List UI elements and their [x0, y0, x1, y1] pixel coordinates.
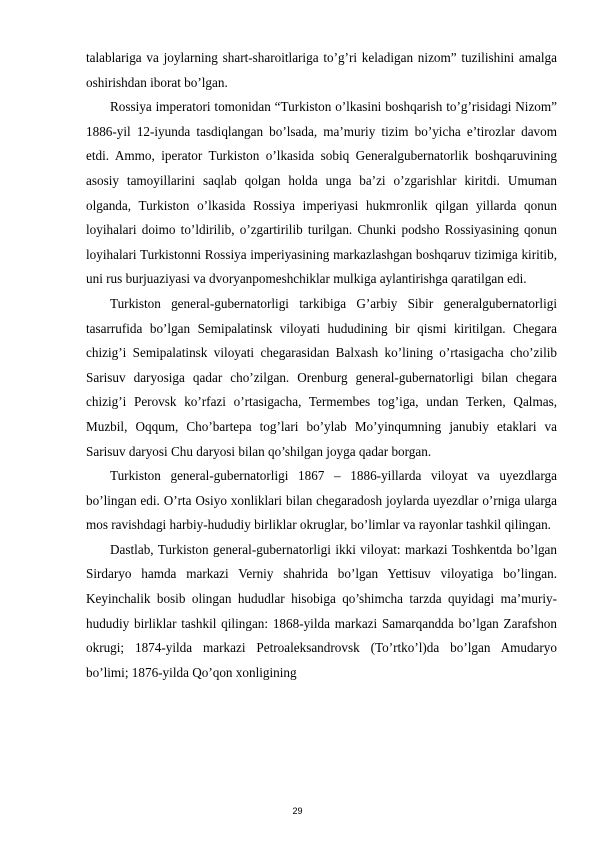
paragraph-nizom: Rossiya imperatori tomonidan “Turkiston o’lkasini boshqarish to’g’risidagi Nizom” 1886-yil 12-iyunda tasdiqlangan bo’lsada, ma’muriy tizim bo’yicha e’tirozlar davom etdi. Ammo, iperator Turkiston o’lkasida sobiq Generalgubernatorlik boshqaruvining asosiy tamoyillarini saqlab qolgan holda unga ba’zi o’zgarishlar kiritdi. Umuman olganda, Turkiston o’lkasida Rossiya imperiyasi hukmronlik qilgan yillarda qonun loyihalari doimo to’ldirilib, o’zgartirilib turilgan. Chunki podsho Rossiyasining qonun loyihalari Turkistonni Rossiya imperiyasining markazlashgan boshqaruv tizimiga kiritib, uni rus burjuaziyasi va dvoryanpomeshchiklar mulkiga aylantirishga qaratilgan edi.	[86, 99, 557, 287]
paragraph-regions: Dastlab, Turkiston general-gubernatorligi ikki viloyat: markazi Toshkentda bo’lgan Sirdaryo hamda markazi Verniy shahrida bo’lgan Yettisuv viloyatiga bo’lingan. Keyinchalik bosib olingan hududlar hisobiga qo’shimcha tarzda quyidagi ma’muriy-hududiy birliklar tashkil qilingan: 1868-yilda markazi Samarqandda bo’lgan Zarafshon okrugi; 1874-yilda markazi Petroaleksandrovsk (To’rtko’l)da bo’lgan Amudaryo bo’limi; 1876-yilda Qo’qon xonligining	[86, 541, 557, 680]
paragraph-division: Turkiston general-gubernatorligi 1867 – 1886-yillarda viloyat va uyezdlarga bo’lingan edi. O’rta Osiyo xonliklari bilan chegaradosh joylarda uyezdlar o’rniga ularga mos ravishdagi harbiy-hududiy birliklar okruglar, bo’limlar va rayonlar tashkil qilingan.	[86, 468, 557, 533]
page-number: 29	[292, 806, 303, 816]
page-body	[86, 46, 557, 685]
paragraph-borders: Turkiston general-gubernatorligi tarkibiga G’arbiy Sibir generalgubernatorligi tasarrufida bo’lgan Semipalatinsk viloyati hududining bir qismi kiritilgan. Chegara chizig’i Semipalatinsk viloyati chegarasidan Balxash ko’lining o’rtasigacha cho’zilib Sarisuv daryosiga qadar cho’zilgan. Orenburg general-gubernatorligi bilan chegara chizig’i Perovsk ko’rfazi o’rtasigacha, Termembes tog’iga, undan Terken, Qalmas, Muzbil, Oqqum, Cho’bartepa tog’lari bo’ylab Mo’yinqumning janubiy etaklari va Sarisuv daryosi Chu daryosi bilan qo’shilgan joyga qadar borgan.	[86, 295, 557, 459]
paragraph-continuation: talablariga va joylarning shart-sharoitlariga to’g’ri keladigan nizom” tuzilishini amalga oshirishdan iborat bo’lgan.	[86, 50, 557, 90]
